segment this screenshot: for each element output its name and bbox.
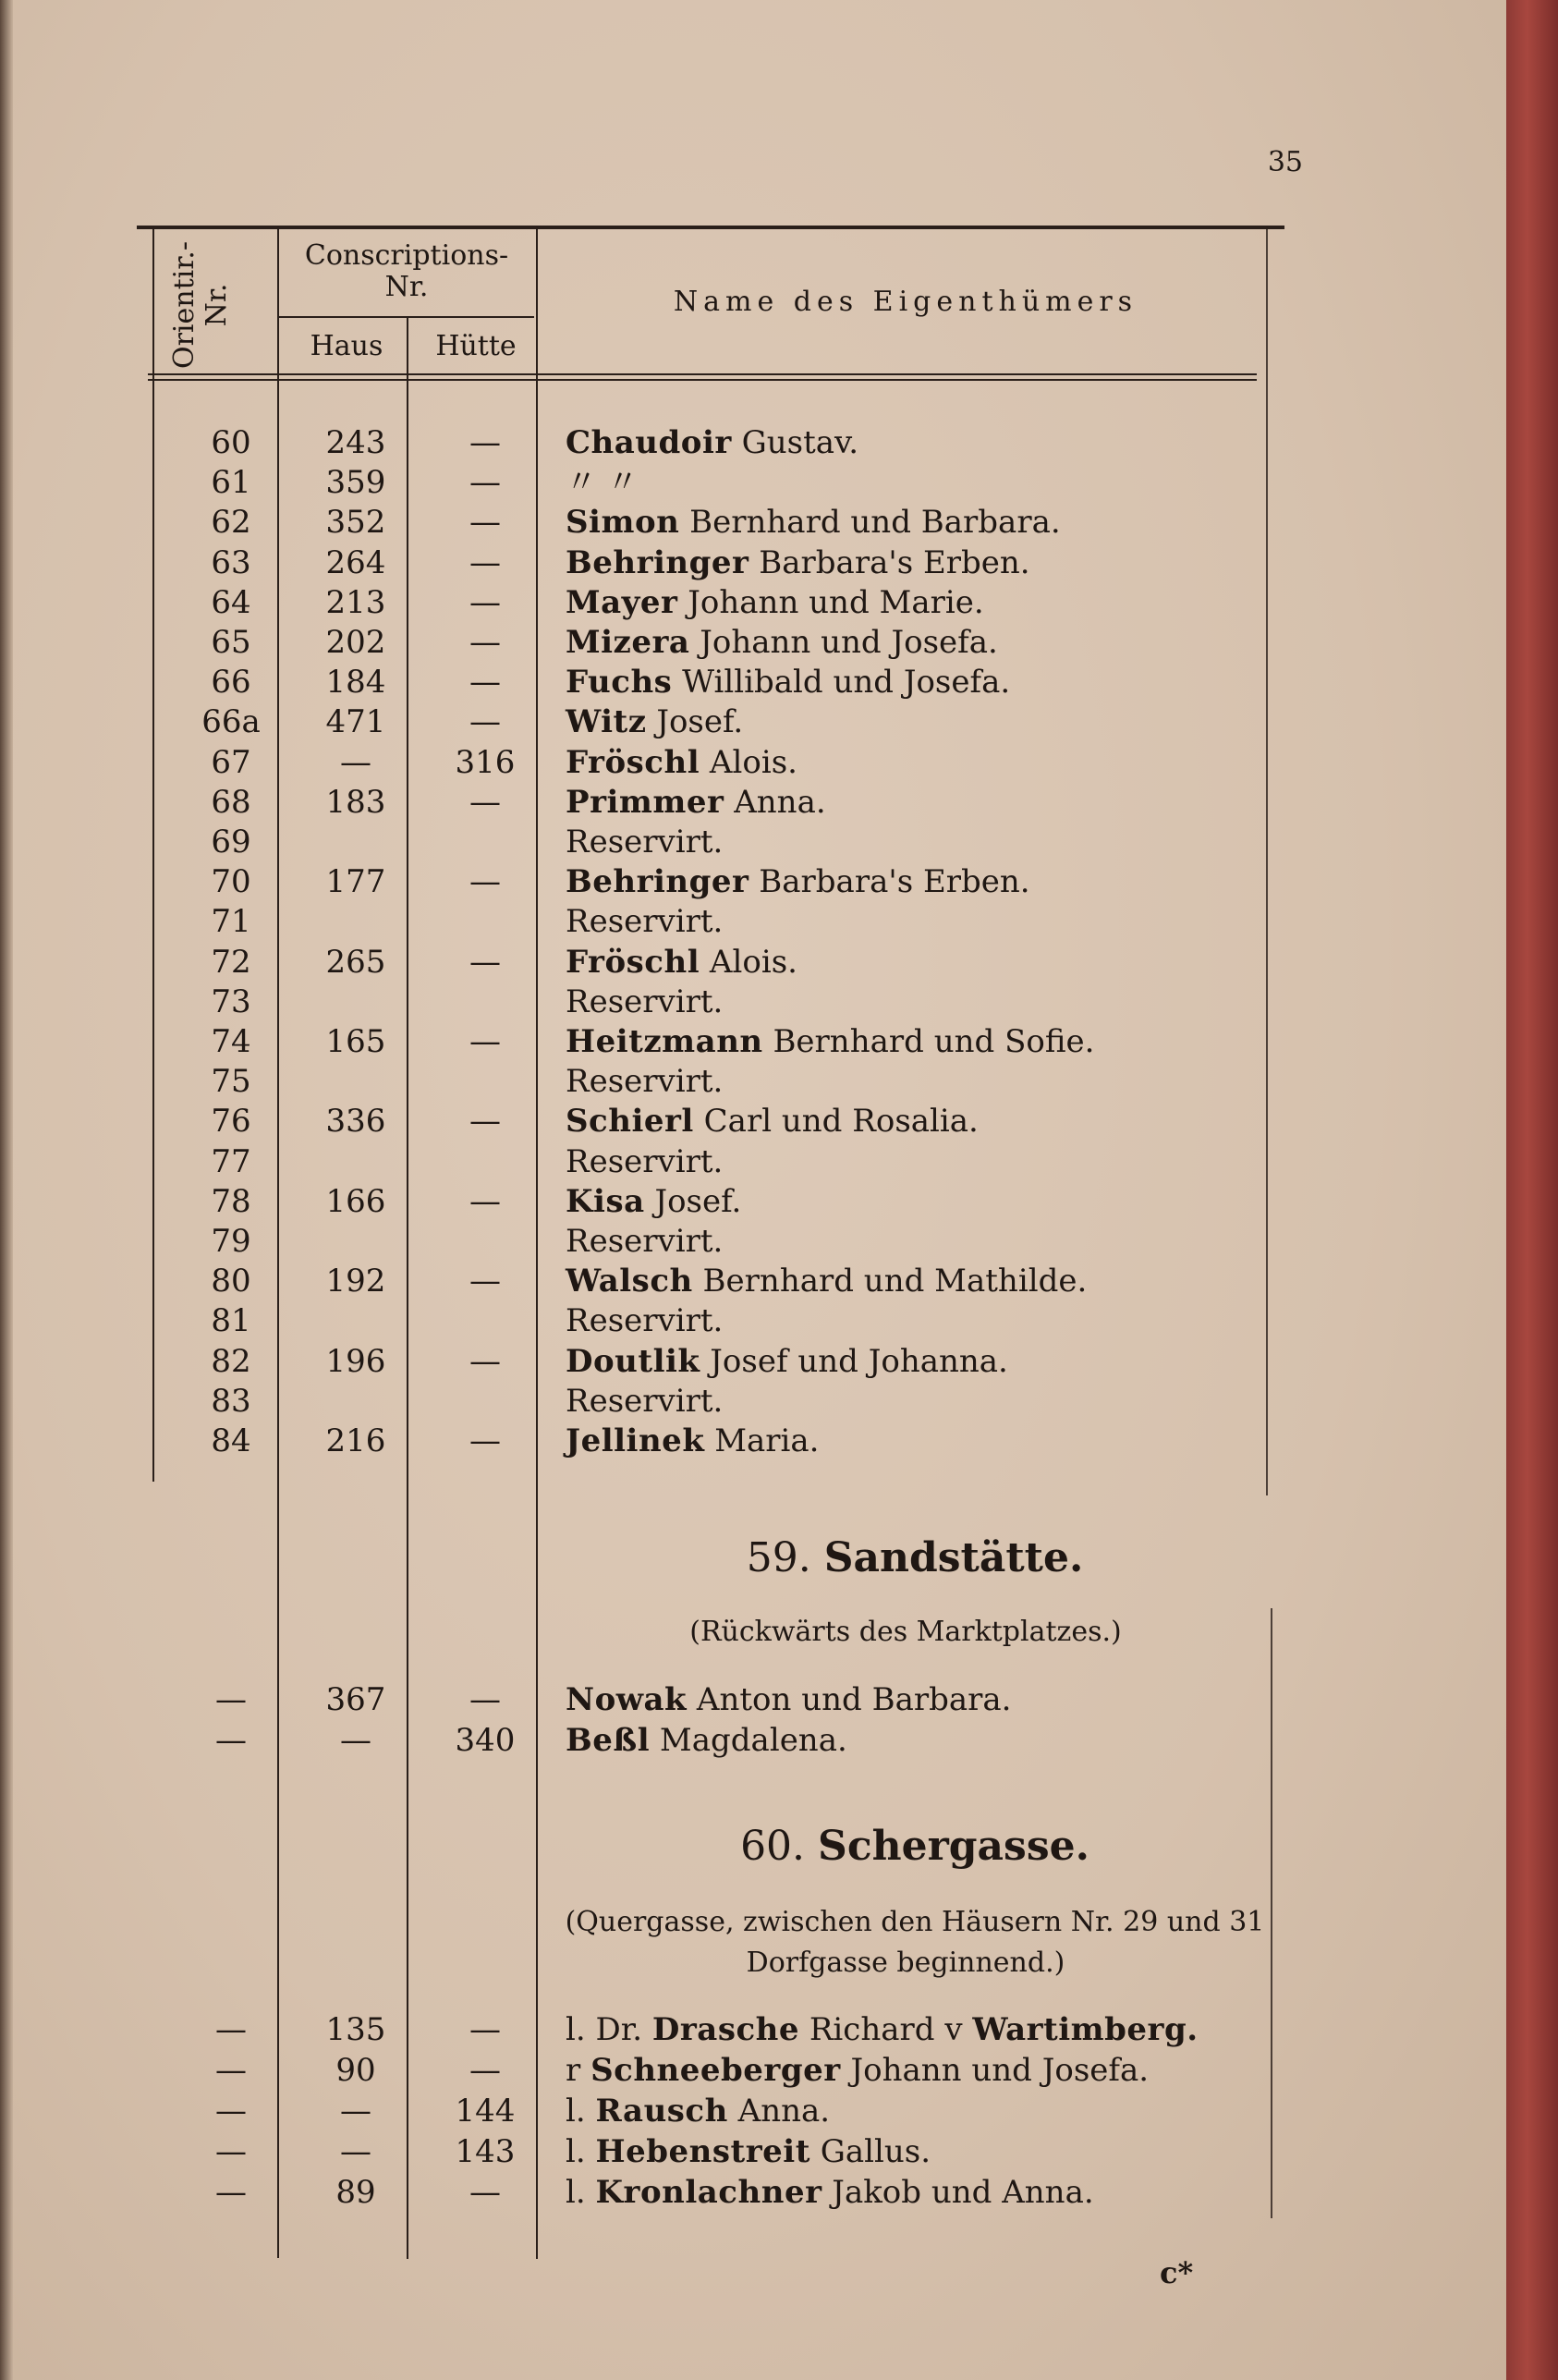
huette-number: — xyxy=(469,1182,501,1220)
owner-given: Reservirt. xyxy=(566,1382,724,1420)
owner-given: 〃 〃 xyxy=(566,464,639,502)
haus-number: 183 xyxy=(325,783,386,821)
haus-number: 264 xyxy=(325,543,386,581)
header-conscription: Conscriptions-Nr. xyxy=(304,239,509,303)
owner-name xyxy=(566,702,1268,741)
book-spine xyxy=(1506,0,1558,2380)
table-row xyxy=(0,2092,1506,2130)
table-row xyxy=(0,1182,1506,1221)
owner-name xyxy=(566,583,1268,622)
owner-name xyxy=(566,783,1268,822)
table-row xyxy=(0,1022,1506,1061)
huette-number: — xyxy=(469,703,501,741)
owner-name xyxy=(566,1342,1268,1381)
table-row xyxy=(0,743,1506,782)
huette-number: — xyxy=(469,1023,501,1060)
orient-number: — xyxy=(215,2174,247,2211)
owner-name xyxy=(566,862,1268,901)
table-row xyxy=(0,1222,1506,1261)
owner-name xyxy=(566,1062,1268,1101)
owner-given: Willibald und Josefa. xyxy=(672,664,1011,702)
owner-given: Reservirt. xyxy=(566,1223,724,1260)
owner-given: Reservirt. xyxy=(566,824,724,860)
table-row xyxy=(0,623,1506,662)
owner-name xyxy=(566,1022,1268,1061)
owner-given: Reservirt. xyxy=(566,1063,724,1101)
owner-surname: Nowak xyxy=(566,1681,688,1718)
table-row xyxy=(0,1342,1506,1381)
section-59-title xyxy=(554,1534,1275,1581)
owner-name xyxy=(566,503,1268,542)
orient-number: 74 xyxy=(211,1023,251,1060)
huette-number: — xyxy=(469,1263,501,1300)
huette-number: — xyxy=(469,2174,501,2211)
owner-surname: Schneeberger xyxy=(590,2052,841,2089)
header-huette: Hütte xyxy=(435,330,517,362)
section-59-number: 59. xyxy=(746,1534,811,1581)
orient-number: 83 xyxy=(211,1382,251,1420)
owner-surname: Primmer xyxy=(566,783,724,821)
section-60-title xyxy=(554,1823,1275,1870)
owner-given: Magdalena. xyxy=(650,1722,847,1759)
owner-name xyxy=(566,1182,1268,1221)
orient-number: 70 xyxy=(211,863,251,901)
owner-surname: Chaudoir xyxy=(566,424,732,461)
huette-number: 316 xyxy=(455,743,516,781)
owner-name xyxy=(566,1680,1268,1719)
table-row xyxy=(0,2132,1506,2171)
header-subrule xyxy=(277,316,534,318)
section-59-note: (Rückwärts des Marktplatzes.) xyxy=(689,1616,1122,1648)
table-row xyxy=(0,1301,1506,1340)
huette-number: — xyxy=(469,943,501,981)
haus-number: 202 xyxy=(325,624,386,661)
owner-name xyxy=(566,1142,1268,1181)
haus-number: 196 xyxy=(325,1342,386,1380)
owner-given: Maria. xyxy=(704,1422,820,1459)
owner-side: l. xyxy=(566,2133,596,2170)
signature-mark: c* xyxy=(1160,2255,1194,2290)
orient-number: — xyxy=(215,1681,247,1718)
owner-side: l. Dr. xyxy=(566,2011,652,2048)
owner-given: Josef. xyxy=(646,703,744,741)
huette-number: — xyxy=(469,783,501,821)
table-row xyxy=(0,702,1506,741)
table-row xyxy=(0,983,1506,1021)
owner-surname: Schierl xyxy=(566,1103,694,1141)
owner-given: Alois. xyxy=(700,743,797,781)
owner-given: Josef und Johanna. xyxy=(700,1342,1008,1380)
haus-number: 359 xyxy=(325,464,386,502)
huette-number: — xyxy=(469,504,501,542)
section-60-note-line2: Dorfgasse beginnend.) xyxy=(746,1947,1065,1979)
haus-number: 213 xyxy=(325,583,386,621)
table-row xyxy=(0,1062,1506,1101)
owner-given: Bernhard und Barbara. xyxy=(679,504,1061,542)
owner-side: l. xyxy=(566,2174,596,2211)
huette-number: 340 xyxy=(455,1722,516,1759)
owner-given: Barbara's Erben. xyxy=(749,863,1030,901)
huette-number: — xyxy=(469,464,501,502)
haus-number: 243 xyxy=(325,424,386,461)
haus-number: 216 xyxy=(325,1422,386,1459)
owner-given: Richard v xyxy=(799,2011,973,2048)
owner-name xyxy=(566,2173,1268,2212)
table-row xyxy=(0,543,1506,582)
owner-surname: Mizera xyxy=(566,624,690,661)
owner-name xyxy=(566,1422,1268,1460)
owner-name xyxy=(566,1382,1268,1421)
orient-number: 73 xyxy=(211,983,251,1020)
owner-given: Carl und Rosalia. xyxy=(693,1103,979,1141)
header-haus: Haus xyxy=(310,330,383,362)
huette-number: 144 xyxy=(455,2093,516,2130)
owner-name xyxy=(566,2092,1268,2130)
table-row xyxy=(0,463,1506,502)
owner-name xyxy=(566,1102,1268,1141)
header-name: Name des Eigenthümers xyxy=(673,286,1138,318)
orient-number: 62 xyxy=(211,504,251,542)
haus-number: 90 xyxy=(335,2052,376,2089)
owner-given: Josef. xyxy=(644,1182,742,1220)
table-row xyxy=(0,783,1506,822)
owner-given: Gallus. xyxy=(809,2133,931,2170)
owner-name xyxy=(566,943,1268,982)
page-number: 35 xyxy=(1267,146,1303,178)
huette-number: — xyxy=(469,583,501,621)
orient-number: 75 xyxy=(211,1063,251,1101)
owner-side: l. xyxy=(566,2093,596,2130)
owner-given: Johann und Josefa. xyxy=(689,624,998,661)
haus-number: 192 xyxy=(325,1263,386,1300)
haus-number: 265 xyxy=(325,943,386,981)
haus-number: — xyxy=(340,743,371,781)
table-row xyxy=(0,1680,1506,1719)
owner-given: Anna. xyxy=(727,2093,831,2130)
orient-number: 68 xyxy=(211,783,251,821)
owner-name xyxy=(566,823,1268,861)
orient-number: 72 xyxy=(211,943,251,981)
owner-surname: Fröschl xyxy=(566,743,700,781)
owner-name xyxy=(566,1262,1268,1300)
owner-surname: Fröschl xyxy=(566,943,700,981)
owner-given: Bernhard und Sofie. xyxy=(762,1023,1095,1060)
owner-surname: Behringer xyxy=(566,543,749,581)
orient-number: 65 xyxy=(211,624,251,661)
owner-name xyxy=(566,1222,1268,1261)
table-row xyxy=(0,1422,1506,1460)
owner-surname: Heitzmann xyxy=(566,1023,763,1060)
owner-surname: Fuchs xyxy=(566,664,673,702)
orient-number: 71 xyxy=(211,903,251,941)
table-row xyxy=(0,663,1506,702)
orient-number: 84 xyxy=(211,1422,251,1459)
owner-given: Johann und Josefa. xyxy=(840,2052,1150,2089)
haus-number: — xyxy=(340,2133,371,2170)
huette-number: — xyxy=(469,2052,501,2089)
orient-number: 81 xyxy=(211,1302,251,1340)
owner-surname: Beßl xyxy=(566,1722,651,1759)
huette-number: — xyxy=(469,543,501,581)
owner-given: Anna. xyxy=(724,783,826,821)
top-rule xyxy=(137,226,1284,229)
owner-given: Gustav. xyxy=(731,424,859,461)
owner-surname: Kisa xyxy=(566,1182,645,1220)
orient-number: 60 xyxy=(211,424,251,461)
orient-number: 67 xyxy=(211,743,251,781)
owner-name xyxy=(566,623,1268,662)
table-row xyxy=(0,1721,1506,1760)
orient-number: — xyxy=(215,2011,247,2048)
haus-number: 89 xyxy=(335,2174,376,2211)
haus-number: 166 xyxy=(325,1182,386,1220)
owner-given: Reservirt. xyxy=(566,903,724,941)
table-row xyxy=(0,503,1506,542)
orient-number: 64 xyxy=(211,583,251,621)
orient-number: — xyxy=(215,2093,247,2130)
section-60-name: Schergasse. xyxy=(818,1823,1089,1870)
haus-number: — xyxy=(340,2093,371,2130)
table-row xyxy=(0,1382,1506,1421)
owner-given: Bernhard und Mathilde. xyxy=(692,1263,1088,1300)
owner-surname: Simon xyxy=(566,504,680,542)
orient-number: 63 xyxy=(211,543,251,581)
owner-given: Reservirt. xyxy=(566,1142,724,1180)
owner-name xyxy=(566,463,1268,502)
section-59-name: Sandstätte. xyxy=(823,1534,1084,1581)
owner-surname: Witz xyxy=(566,703,647,741)
huette-number: 143 xyxy=(455,2133,516,2170)
section-60-number: 60. xyxy=(740,1823,806,1870)
haus-number: — xyxy=(340,1722,371,1759)
haus-number: 336 xyxy=(325,1103,386,1141)
owner-name xyxy=(566,543,1268,582)
haus-number: 135 xyxy=(325,2011,386,2048)
huette-number: — xyxy=(469,1342,501,1380)
table-row xyxy=(0,2173,1506,2212)
haus-number: 471 xyxy=(325,703,386,741)
orient-number: 80 xyxy=(211,1263,251,1300)
owner-name xyxy=(566,663,1268,702)
orient-number: 79 xyxy=(211,1223,251,1260)
orient-number: — xyxy=(215,2052,247,2089)
owner-surname: Behringer xyxy=(566,863,749,901)
haus-number: 352 xyxy=(325,504,386,542)
owner-surname: Jellinek xyxy=(566,1422,705,1459)
header-orient: Orientir.-Nr. xyxy=(168,241,233,369)
huette-number: — xyxy=(469,1103,501,1141)
owner-given: Barbara's Erben. xyxy=(749,543,1030,581)
owner-name xyxy=(566,902,1268,941)
huette-number: — xyxy=(469,2011,501,2048)
owner-given: Jakob und Anna. xyxy=(822,2174,1094,2211)
owner-given: Reservirt. xyxy=(566,983,724,1020)
orient-number: 66 xyxy=(211,664,251,702)
header-bottom-rule-2 xyxy=(148,379,1257,381)
orient-number: — xyxy=(215,1722,247,1759)
table-row xyxy=(0,823,1506,861)
huette-number: — xyxy=(469,1422,501,1459)
huette-number: — xyxy=(469,424,501,461)
owner-name xyxy=(566,1721,1268,1760)
haus-number: 165 xyxy=(325,1023,386,1060)
owner-name xyxy=(566,2132,1268,2171)
huette-number: — xyxy=(469,664,501,702)
owner-name xyxy=(566,2051,1268,2090)
orient-number: 61 xyxy=(211,464,251,502)
haus-number: 184 xyxy=(325,664,386,702)
haus-number: 367 xyxy=(325,1681,386,1718)
orient-number: 76 xyxy=(211,1103,251,1141)
owner-given: Alois. xyxy=(700,943,797,981)
section-60-note-line1: (Quergasse, zwischen den Häusern Nr. 29 und 31 xyxy=(565,1906,1265,1938)
owner-given: Anton und Barbara. xyxy=(687,1681,1012,1718)
orient-number: — xyxy=(215,2133,247,2170)
table-row xyxy=(0,583,1506,622)
orient-number: 69 xyxy=(211,824,251,860)
table-row xyxy=(0,902,1506,941)
table-row xyxy=(0,943,1506,982)
owner-surname: Walsch xyxy=(566,1263,693,1300)
huette-number: — xyxy=(469,863,501,901)
table-row xyxy=(0,862,1506,901)
table-row xyxy=(0,2010,1506,2049)
owner-given: Reservirt. xyxy=(566,1302,724,1340)
table-row xyxy=(0,1142,1506,1181)
orient-number: 77 xyxy=(211,1142,251,1180)
owner-surname: Mayer xyxy=(566,583,678,621)
owner-name xyxy=(566,1301,1268,1340)
huette-number: — xyxy=(469,1681,501,1718)
owner-name xyxy=(566,983,1268,1021)
owner-name xyxy=(566,423,1268,462)
table-row xyxy=(0,1262,1506,1300)
owner-surname-2: Wartimberg. xyxy=(972,2011,1199,2048)
owner-surname: Drasche xyxy=(651,2011,800,2048)
owner-surname: Kronlachner xyxy=(595,2174,822,2211)
owner-surname: Rausch xyxy=(595,2093,728,2130)
header-bottom-rule xyxy=(148,373,1257,375)
table-row xyxy=(0,2051,1506,2090)
owner-side: r xyxy=(566,2052,591,2089)
table-row xyxy=(0,1102,1506,1141)
orient-number: 82 xyxy=(211,1342,251,1380)
orient-number: 66a xyxy=(201,703,261,741)
haus-number: 177 xyxy=(325,863,386,901)
orient-number: 78 xyxy=(211,1182,251,1220)
owner-name xyxy=(566,743,1268,782)
owner-surname: Doutlik xyxy=(566,1342,700,1380)
huette-number: — xyxy=(469,624,501,661)
owner-surname: Hebenstreit xyxy=(595,2133,810,2170)
owner-given: Johann und Marie. xyxy=(677,583,984,621)
owner-name xyxy=(566,2010,1268,2049)
table-row xyxy=(0,423,1506,462)
